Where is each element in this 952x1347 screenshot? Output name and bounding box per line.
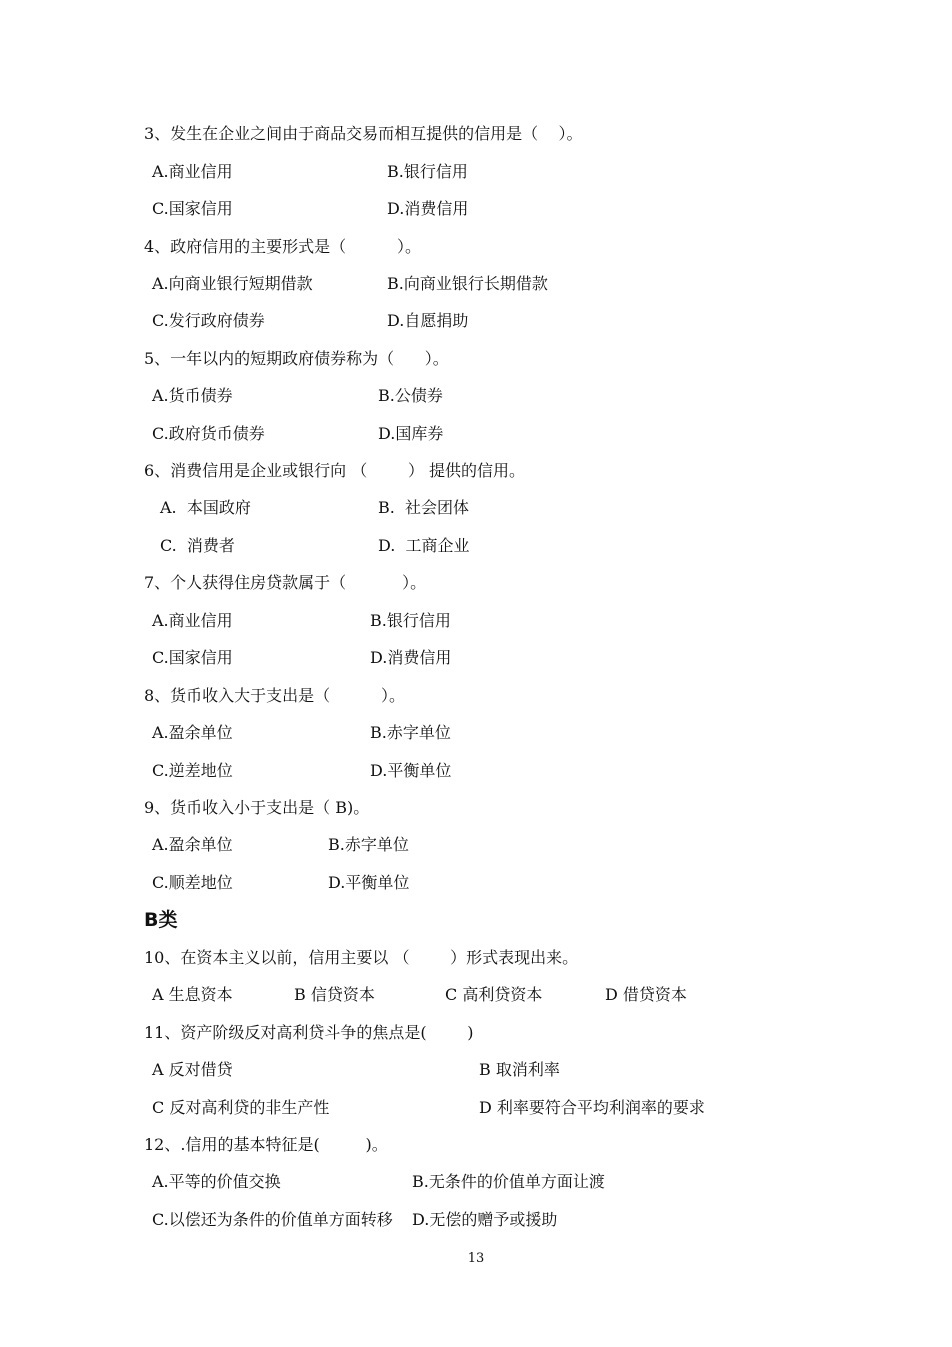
question-8-option-a: A.盈余单位 bbox=[152, 723, 233, 742]
question-11-option-c: C 反对高利贷的非生产性 bbox=[152, 1098, 330, 1117]
page-number: 13 bbox=[467, 1251, 485, 1266]
question-8-option-c: C.逆差地位 bbox=[152, 761, 233, 780]
question-3-option-d: D.消费信用 bbox=[387, 199, 469, 218]
question-6-option-d: D. 工商企业 bbox=[378, 536, 470, 555]
question-6-option-b: B. 社会团体 bbox=[378, 498, 470, 517]
question-5-stem: 5、一年以内的短期政府债券称为（ ）。 bbox=[144, 349, 449, 368]
question-12-option-d: D.无偿的赠予或援助 bbox=[412, 1210, 558, 1229]
question-4-option-d: D.自愿捐助 bbox=[387, 311, 469, 330]
question-11-option-d: D 利率要符合平均利润率的要求 bbox=[479, 1098, 705, 1117]
question-12-option-c: C.以偿还为条件的价值单方面转移 bbox=[152, 1210, 393, 1229]
question-5-option-c: C.政府货币债券 bbox=[152, 424, 265, 443]
question-10-option-a: A 生息资本 bbox=[152, 985, 233, 1004]
question-12-option-a: A.平等的价值交换 bbox=[152, 1172, 281, 1191]
question-7-option-b: B.银行信用 bbox=[370, 611, 451, 630]
question-11-stem: 11、资产阶级反对高利贷斗争的焦点是( ) bbox=[144, 1023, 474, 1042]
question-10-option-c: C 高利贷资本 bbox=[445, 985, 543, 1004]
section-b-heading: B类 bbox=[144, 909, 178, 931]
question-9-stem: 9、货币收入小于支出是（ B)。 bbox=[144, 798, 370, 817]
question-11-option-b: B 取消利率 bbox=[479, 1060, 560, 1079]
question-9-option-a: A.盈余单位 bbox=[152, 835, 233, 854]
question-7-option-c: C.国家信用 bbox=[152, 648, 233, 667]
question-9-option-c: C.顺差地位 bbox=[152, 873, 233, 892]
question-6-option-a: A. 本国政府 bbox=[160, 498, 251, 517]
question-9-option-b: B.赤字单位 bbox=[328, 835, 409, 854]
question-5-option-b: B.公债券 bbox=[378, 386, 443, 405]
question-9-option-d: D.平衡单位 bbox=[328, 873, 410, 892]
question-12-stem: 12、.信用的基本特征是( )。 bbox=[144, 1135, 388, 1154]
question-7-option-a: A.商业信用 bbox=[152, 611, 233, 630]
question-10-option-d: D 借贷资本 bbox=[605, 985, 687, 1004]
question-3-option-a: A.商业信用 bbox=[152, 162, 233, 181]
question-8-stem: 8、货币收入大于支出是（ ）。 bbox=[144, 686, 406, 705]
question-8-option-d: D.平衡单位 bbox=[370, 761, 452, 780]
question-11-option-a: A 反对借贷 bbox=[152, 1060, 233, 1079]
question-6-stem: 6、消费信用是企业或银行向 （ ） 提供的信用。 bbox=[144, 461, 526, 480]
question-4-option-b: B.向商业银行长期借款 bbox=[387, 274, 548, 293]
question-10-stem: 10、在资本主义以前，信用主要以 （ ）形式表现出来。 bbox=[144, 948, 579, 967]
question-7-option-d: D.消费信用 bbox=[370, 648, 452, 667]
question-5-option-d: D.国库券 bbox=[378, 424, 444, 443]
question-8-option-b: B.赤字单位 bbox=[370, 723, 451, 742]
question-12-option-b: B.无条件的价值单方面让渡 bbox=[412, 1172, 605, 1191]
question-3-option-b: B.银行信用 bbox=[387, 162, 468, 181]
question-3-option-c: C.国家信用 bbox=[152, 199, 233, 218]
question-3-stem: 3、发生在企业之间由于商品交易而相互提供的信用是（ ）。 bbox=[144, 124, 583, 143]
question-7-stem: 7、个人获得住房贷款属于（ ）。 bbox=[144, 573, 427, 592]
question-6-option-c: C. 消费者 bbox=[160, 536, 235, 555]
question-5-option-a: A.货币债券 bbox=[152, 386, 233, 405]
question-4-option-a: A.向商业银行短期借款 bbox=[152, 274, 313, 293]
question-4-stem: 4、政府信用的主要形式是（ ）。 bbox=[144, 237, 422, 256]
question-4-option-c: C.发行政府债券 bbox=[152, 311, 265, 330]
question-10-option-b: B 信贷资本 bbox=[294, 985, 375, 1004]
